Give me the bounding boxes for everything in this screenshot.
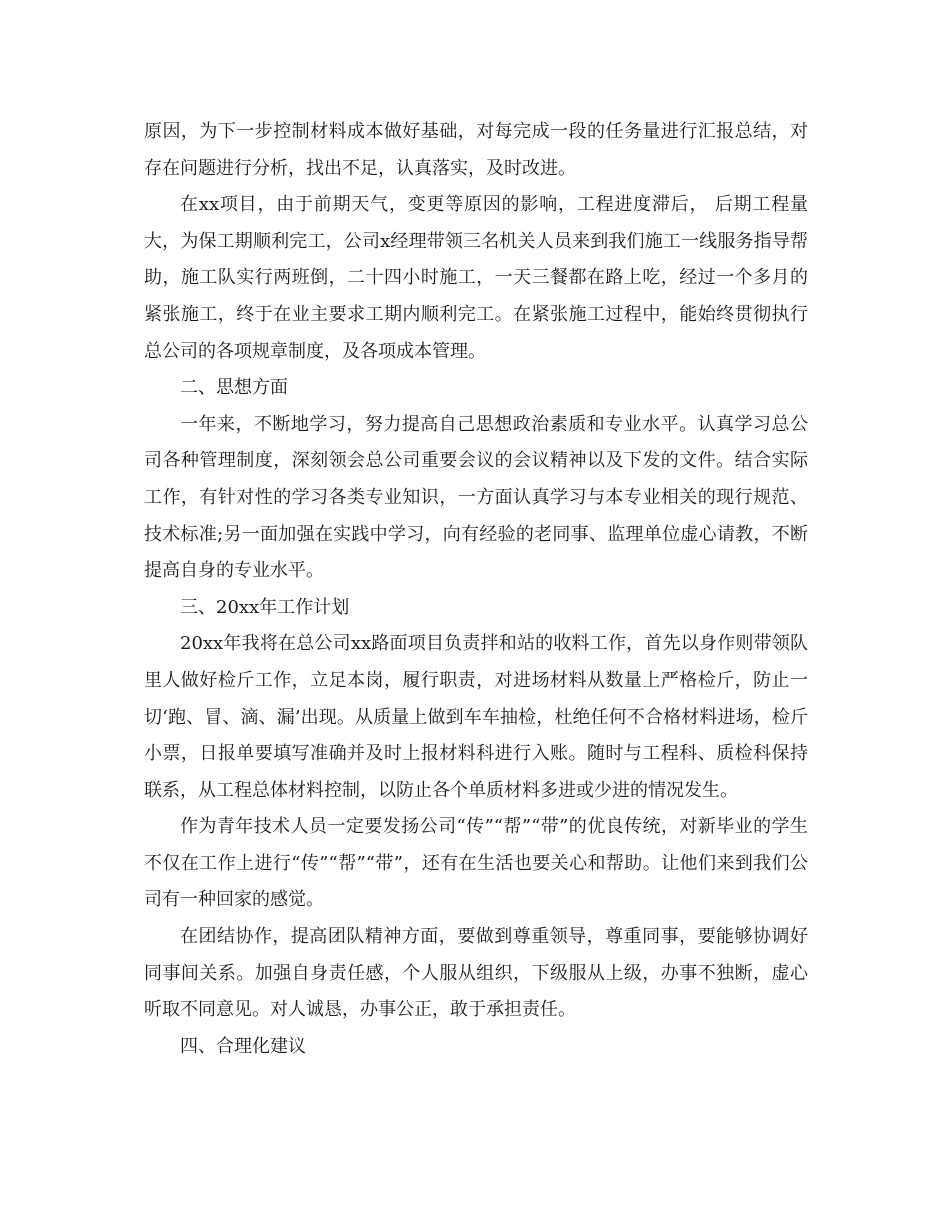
paragraph: 20xx年我将在总公司xx路面项目负责拌和站的收料工作，首先以身作则带领队里人做好检斤工作，立足本岗，履行职责，对进场材料从数量上严格检斤，防止一切‘跑、冒、滴、漏’出现。从质量上做到车车抽检，杜绝任何不合格材料进场，检斤小票，日报单要填写准确并及时上报材料科进行入账。随时与工程科、质检科保持联系，从工程总体材料控制，以防止各个单质材料多进或少进的情况发生。 — [144, 633, 808, 801]
paragraph: 在团结协作，提高团队精神方面，要做到尊重领导，尊重同事，要能够协调好同事间关系。加强自身责任感，个人服从组织，下级服从上级，办事不独断，虚心听取不同意见。对人诚恳，办事公正，敢于承担责任。 — [144, 926, 808, 1021]
section-heading: 四、合理化建议 — [180, 1035, 306, 1057]
paragraph: 作为青年技术人员一定要发扬公司“传”“帮”“带”的优良传统，对新毕业的学生不仅在工作上进行“传”“帮”“带”，还有在生活也要关心和帮助。让他们来到我们公司有一种回家的感觉。 — [144, 816, 808, 911]
paragraph: 一年来，不断地学习，努力提高自己思想政治素质和专业水平。认真学习总公司各种管理制度，深刻领会总公司重要会议的会议精神以及下发的文件。结合实际工作，有针对性的学习各类专业知识，一方面认真学习与本专业相关的现行规范、技术标准;另一面加强在实践中学习，向有经验的老同事、监理单位虚心请教，不断提高自身的专业水平。 — [144, 413, 808, 582]
paragraph: 在xx项目，由于前期天气，变更等原因的影响，工程进度滞后， 后期工程量大，为保工期顺利完工，公司x经理带领三名机关人员来到我们施工一线服务指导帮助，施工队实行两班倒，二十四小时施工，一天三餐都在路上吃，经过一个多月的紧张施工，终于在业主要求工期内顺利完工。在紧张施工过程中，能始终贯彻执行总公司的各项规章制度，及各项成本管理。 — [144, 194, 808, 362]
paragraph: 原因，为下一步控制材料成本做好基础，对每完成一段的任务量进行汇报总结，对存在问题进行分析，找出不足，认真落实，及时改进。 — [144, 121, 808, 179]
section-heading: 三、20xx年工作计划 — [180, 596, 350, 618]
document-body — [144, 114, 808, 1065]
section-heading: 二、思想方面 — [180, 377, 288, 399]
